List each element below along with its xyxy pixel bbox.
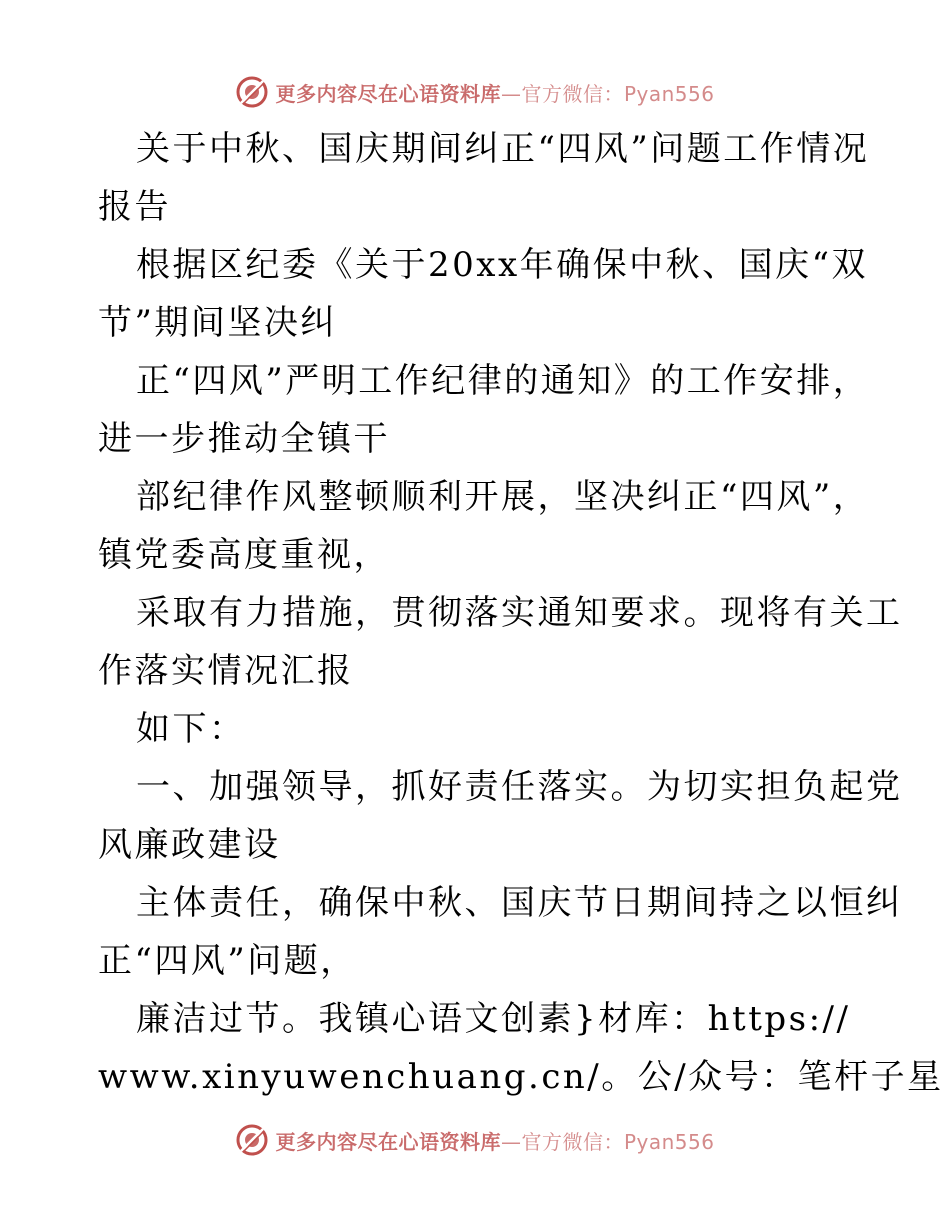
paragraph-line: www.xinyuwenchuang.cn/。公/众号：笔杆子星	[98, 1057, 944, 1097]
document-title-line-1: 关于中秋、国庆期间纠正“四风”问题工作情况	[136, 129, 870, 169]
paragraph-line: 镇党委高度重视，	[98, 535, 390, 575]
paragraph-line: 廉洁过节。我镇心语文创素}材库：https://	[136, 999, 851, 1039]
paragraph-line: 节”期间坚决纠	[98, 303, 337, 343]
brand-logo-icon	[235, 75, 269, 109]
brand-logo-icon	[235, 1123, 269, 1157]
paragraph-line: 进一步推动全镇干	[98, 419, 390, 459]
watermark-header	[0, 70, 950, 114]
watermark-prefix: 更多内容尽在心语资料库	[275, 1129, 501, 1154]
paragraph-line: 主体责任，确保中秋、国庆节日期间持之以恒纠	[136, 883, 903, 923]
document-title-line-2: 报告	[98, 187, 171, 227]
paragraph-line: 风廉政建设	[98, 825, 281, 865]
paragraph-line: 根据区纪委《关于20xx年确保中秋、国庆“双	[136, 245, 868, 285]
watermark-suffix: —官方微信：Pyan556	[500, 1129, 715, 1154]
document-body	[98, 120, 944, 1106]
paragraph-line: 正“四风”问题，	[98, 941, 357, 981]
watermark-text	[275, 78, 714, 107]
watermark-text	[275, 1126, 714, 1155]
paragraph-line: 采取有力措施，贯彻落实通知要求。现将有关工	[136, 593, 903, 633]
watermark-footer	[0, 1118, 950, 1162]
paragraph-line: 部纪律作风整顿顺利开展，坚决纠正“四风”，	[136, 477, 870, 517]
watermark-suffix: —官方微信：Pyan556	[500, 81, 715, 106]
watermark-prefix: 更多内容尽在心语资料库	[275, 81, 501, 106]
paragraph-line: 正“四风”严明工作纪律的通知》的工作安排，	[136, 361, 870, 401]
paragraph-line: 如下：	[136, 709, 246, 749]
section-heading-line: 一、加强领导，抓好责任落实。为切实担负起党	[136, 767, 903, 807]
paragraph-line: 作落实情况汇报	[98, 651, 354, 691]
